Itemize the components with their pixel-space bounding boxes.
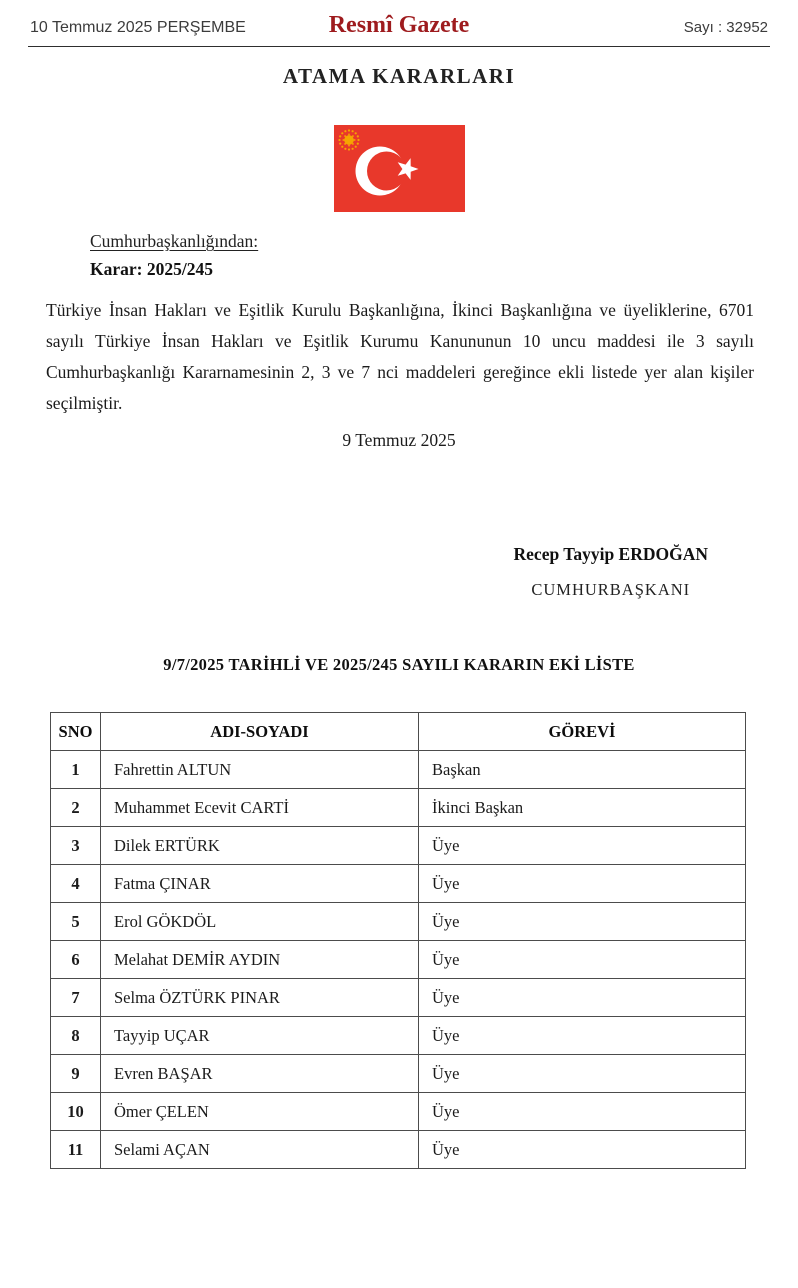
row-number: 3 — [51, 827, 101, 865]
person-name: Tayyip UÇAR — [101, 1017, 419, 1055]
row-number: 7 — [51, 979, 101, 1017]
person-role: Üye — [419, 941, 746, 979]
person-name: Dilek ERTÜRK — [101, 827, 419, 865]
decree-date: 9 Temmuz 2025 — [342, 430, 456, 450]
row-number: 4 — [51, 865, 101, 903]
table-row — [51, 941, 746, 979]
annex-list-title: 9/7/2025 TARİHLİ VE 2025/245 SAYILI KARARIN EKİ LİSTE — [163, 655, 635, 674]
column-header-name: ADI-SOYADI — [101, 713, 419, 751]
person-role: Üye — [419, 1093, 746, 1131]
gazette-date: 10 Temmuz 2025 PERŞEMBE — [30, 19, 246, 36]
row-number: 8 — [51, 1017, 101, 1055]
person-name: Fahrettin ALTUN — [101, 751, 419, 789]
decree-number: Karar: 2025/245 — [90, 259, 213, 279]
table-row — [51, 1131, 746, 1169]
row-number: 1 — [51, 751, 101, 789]
person-name: Ömer ÇELEN — [101, 1093, 419, 1131]
person-name: Selami AÇAN — [101, 1131, 419, 1169]
row-number: 6 — [51, 941, 101, 979]
person-role: Üye — [419, 903, 746, 941]
section-title: ATAMA KARARLARI — [282, 64, 516, 88]
president-title: CUMHURBAŞKANI — [531, 580, 691, 599]
table-row — [51, 1093, 746, 1131]
person-name: Evren BAŞAR — [101, 1055, 419, 1093]
signature-block — [514, 544, 708, 600]
gazette-issue-number: Sayı : 32952 — [683, 19, 769, 36]
row-number: 2 — [51, 789, 101, 827]
column-header-sno: SNO — [51, 713, 101, 751]
person-role: Üye — [419, 979, 746, 1017]
row-number: 10 — [51, 1093, 101, 1131]
person-role: Üye — [419, 1131, 746, 1169]
person-role: Başkan — [419, 751, 746, 789]
turkish-presidential-flag-image — [334, 125, 465, 212]
president-name: Recep Tayyip ERDOĞAN — [513, 544, 708, 564]
person-role: Üye — [419, 827, 746, 865]
gazette-title: Resmî Gazete — [328, 12, 470, 38]
person-name: Fatma ÇINAR — [101, 865, 419, 903]
person-role: İkinci Başkan — [419, 789, 746, 827]
row-number: 9 — [51, 1055, 101, 1093]
flag-svg — [334, 125, 465, 212]
table-row — [51, 789, 746, 827]
table-row — [51, 865, 746, 903]
table-row — [51, 751, 746, 789]
table-row — [51, 979, 746, 1017]
table-header-row — [51, 713, 746, 751]
decree-source: Cumhurbaşkanlığından: — [90, 231, 259, 251]
masthead — [0, 0, 798, 39]
table-row — [51, 827, 746, 865]
person-role: Üye — [419, 865, 746, 903]
person-name: Melahat DEMİR AYDIN — [101, 941, 419, 979]
masthead-divider — [28, 46, 770, 47]
table-row — [51, 1055, 746, 1093]
row-number: 5 — [51, 903, 101, 941]
person-role: Üye — [419, 1017, 746, 1055]
column-header-role: GÖREVİ — [419, 713, 746, 751]
decree-body-text: Türkiye İnsan Hakları ve Eşitlik Kurulu Başkanlığına, İkinci Başkanlığına ve üyeliklerine, 6701 sayılı Türkiye İnsan Hakları ve Eşitlik Kurumu Kanununun 10 uncu maddesi ile 3 sayılı Cumhurbaşkanlığı Kararnamesinin 2, 3 ve 7 nci maddeleri gereğince ekli listede yer alan kişiler seçilmiştir. — [46, 300, 754, 413]
person-name: Selma ÖZTÜRK PINAR — [101, 979, 419, 1017]
row-number: 11 — [51, 1131, 101, 1169]
person-role: Üye — [419, 1055, 746, 1093]
person-name: Muhammet Ecevit CARTİ — [101, 789, 419, 827]
appointments-table — [50, 712, 746, 1169]
table-row — [51, 1017, 746, 1055]
person-name: Erol GÖKDÖL — [101, 903, 419, 941]
table-row — [51, 903, 746, 941]
